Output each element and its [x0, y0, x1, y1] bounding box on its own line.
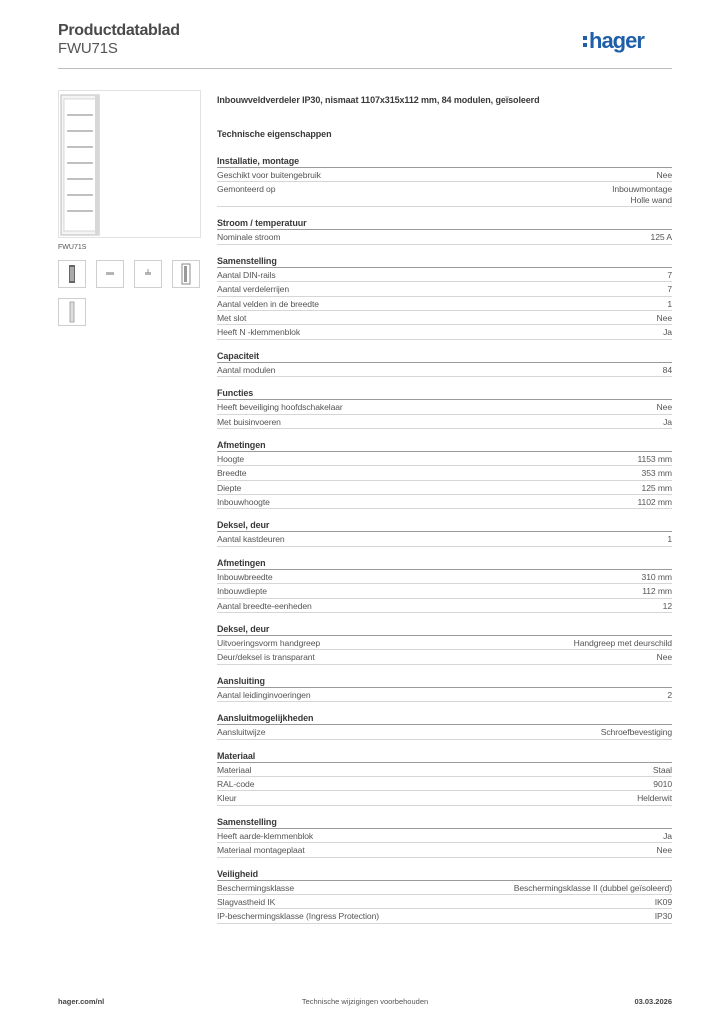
spec-row: [217, 599, 672, 613]
spec-label: Hoogte: [217, 453, 245, 464]
spec-value: Nee: [656, 402, 672, 413]
product-description: Inbouwveldverdeler IP30, nismaat 1107x315x112 mm, 84 modulen, geïsoleerd: [217, 95, 540, 105]
hager-logo: [582, 28, 672, 54]
spec-value: 1: [667, 534, 672, 545]
spec-row: [217, 168, 672, 182]
logo-text: hager: [589, 28, 644, 53]
spec-label: Heeft aarde-klemmenblok: [217, 830, 314, 841]
spec-row: [217, 570, 672, 584]
spec-group: [217, 675, 672, 702]
spec-row: [217, 325, 672, 339]
footer-website-link[interactable]: hager.com/nl: [58, 997, 105, 1006]
spec-value: IK09: [654, 896, 672, 907]
spec-row: [217, 297, 672, 311]
product-code: FWU71S: [58, 40, 118, 57]
header-divider: [58, 68, 672, 69]
spec-row: [217, 650, 672, 664]
spec-group: [217, 557, 672, 613]
spec-row: [217, 763, 672, 777]
spec-value: 353 mm: [641, 468, 672, 479]
spec-value: 2: [667, 689, 672, 700]
spec-label: Gemonteerd op: [217, 184, 276, 195]
spec-value: 112 mm: [642, 586, 672, 597]
spec-label: Materiaal montageplaat: [217, 845, 305, 856]
spec-row: [217, 584, 672, 598]
spec-group-title: Afmetingen: [217, 439, 672, 452]
spec-value: Schroefbevestiging: [600, 727, 672, 738]
spec-group-title: Capaciteit: [217, 350, 672, 363]
spec-label: Beschermingsklasse: [217, 882, 295, 893]
spec-label: Materiaal: [217, 764, 252, 775]
spec-group-title: Deksel, deur: [217, 519, 672, 532]
spec-row: [217, 791, 672, 805]
spec-group: [217, 387, 672, 429]
spec-value: Handgreep met deurschild: [573, 638, 672, 649]
spec-group: [217, 519, 672, 546]
spec-label: Nominale stroom: [217, 232, 281, 243]
spec-row: [217, 843, 672, 857]
spec-value: 1153 mm: [637, 453, 672, 464]
spec-row: [217, 400, 672, 414]
spec-group-title: Stroom / temperatuur: [217, 217, 672, 230]
spec-value: Nee: [656, 312, 672, 323]
thumbnail-depth-view[interactable]: [58, 298, 86, 326]
spec-value: 125 A: [650, 232, 672, 243]
spec-row: [217, 363, 672, 377]
spec-row: [217, 282, 672, 296]
spec-row: [217, 311, 672, 325]
spec-row: [217, 881, 672, 895]
spec-value: 12: [662, 600, 672, 611]
spec-value: 125 mm: [641, 482, 672, 493]
thumbnail-front-view[interactable]: [58, 260, 86, 288]
thumbnail-side-view[interactable]: [134, 260, 162, 288]
spec-group-title: Aansluiting: [217, 675, 672, 688]
spec-row: [217, 636, 672, 650]
spec-row: [217, 777, 672, 791]
spec-row: [217, 909, 672, 923]
spec-label: Aantal modulen: [217, 364, 276, 375]
spec-group: [217, 750, 672, 806]
spec-value: 9010: [653, 778, 672, 789]
spec-group-title: Functies: [217, 387, 672, 400]
spec-label: Breedte: [217, 468, 247, 479]
spec-label: Inbouwbreedte: [217, 571, 273, 582]
spec-label: Aantal kastdeuren: [217, 534, 285, 545]
spec-row: [217, 532, 672, 546]
spec-label: Aantal verdelerrijen: [217, 284, 290, 295]
spec-label: RAL-code: [217, 778, 255, 789]
spec-group: [217, 816, 672, 858]
spec-group: [217, 255, 672, 340]
spec-value: Helderwit: [637, 793, 672, 804]
spec-row: [217, 452, 672, 466]
spec-group: [217, 155, 672, 207]
spec-group-title: Materiaal: [217, 750, 672, 763]
spec-value: Nee: [656, 652, 672, 663]
spec-value: IP30: [654, 911, 672, 922]
spec-group-title: Aansluitmogelijkheden: [217, 712, 672, 725]
spec-label: Aantal breedte-eenheden: [217, 600, 312, 611]
spec-column: [217, 95, 672, 934]
document-title: Productdatablad: [58, 22, 180, 39]
spec-group: [217, 439, 672, 510]
spec-row: [217, 230, 672, 244]
spec-label: Inbouwdiepte: [217, 586, 267, 597]
spec-label: IP-beschermingsklasse (Ingress Protection): [217, 911, 380, 922]
page-header: [58, 20, 672, 68]
spec-value: Nee: [656, 845, 672, 856]
spec-row: [217, 268, 672, 282]
spec-label: Uitvoeringsvorm handgreep: [217, 638, 321, 649]
spec-row: [217, 895, 672, 909]
spec-label: Deur/deksel is transparant: [217, 652, 315, 663]
spec-label: Slagvastheid IK: [217, 896, 276, 907]
spec-label: Kleur: [217, 793, 237, 804]
spec-group-title: Afmetingen: [217, 557, 672, 570]
spec-label: Aantal leidinginvoeringen: [217, 689, 311, 700]
spec-label: Inbouwhoogte: [217, 497, 270, 508]
spec-row: [217, 688, 672, 702]
spec-value: 1: [667, 298, 672, 309]
spec-value: Ja: [663, 416, 672, 427]
spec-group-title: Deksel, deur: [217, 623, 672, 636]
spec-label: Met buisinvoeren: [217, 416, 281, 427]
spec-value: 7: [667, 269, 672, 280]
spec-label: Aantal DIN-rails: [217, 269, 276, 280]
image-caption: FWU71S: [58, 244, 87, 251]
spec-label: Aansluitwijze: [217, 727, 266, 738]
product-image[interactable]: [58, 90, 201, 238]
spec-value: Nee: [656, 170, 672, 180]
spec-group: [217, 217, 672, 244]
spec-group: [217, 712, 672, 739]
spec-value: 310 mm: [641, 571, 672, 582]
spec-row: [217, 829, 672, 843]
footer-notice: Technische wijzigingen voorbehouden: [301, 997, 429, 1006]
spec-group: [217, 623, 672, 665]
spec-group-title: Samenstelling: [217, 816, 672, 829]
spec-row: [217, 182, 672, 207]
spec-value: Ja: [663, 830, 672, 841]
spec-value: Inbouwmontage Holle wand: [612, 184, 672, 206]
spec-row: [217, 415, 672, 429]
spec-label: Met slot: [217, 312, 247, 323]
spec-group: [217, 350, 672, 377]
spec-label: Heeft beveiliging hoofdschakelaar: [217, 402, 343, 413]
spec-row: [217, 481, 672, 495]
footer-date: 03.03.2026: [634, 997, 672, 1006]
spec-label: Aantal velden in de breedte: [217, 298, 319, 309]
spec-label: Diepte: [217, 482, 242, 493]
spec-group: [217, 868, 672, 924]
thumbnail-top-view[interactable]: [96, 260, 124, 288]
spec-group-title: Samenstelling: [217, 255, 672, 268]
spec-row: [217, 725, 672, 739]
thumbnail-open-view[interactable]: [172, 260, 200, 288]
spec-groups: [217, 155, 672, 924]
spec-label: Heeft N -klemmenblok: [217, 327, 301, 338]
spec-value: 1102 mm: [637, 497, 672, 508]
spec-label: Geschikt voor buitengebruik: [217, 170, 321, 180]
spec-row: [217, 495, 672, 509]
spec-value: 7: [667, 284, 672, 295]
spec-value: Staal: [652, 764, 672, 775]
spec-group-title: Veiligheid: [217, 868, 672, 881]
spec-value: Beschermingsklasse II (dubbel geïsoleerd): [513, 882, 672, 893]
specs-heading: Technische eigenschappen: [217, 129, 332, 139]
spec-group-title: Installatie, montage: [217, 155, 672, 168]
spec-value: Ja: [663, 327, 672, 338]
spec-row: [217, 466, 672, 480]
spec-value: 84: [662, 364, 672, 375]
page-footer: [58, 997, 672, 1009]
